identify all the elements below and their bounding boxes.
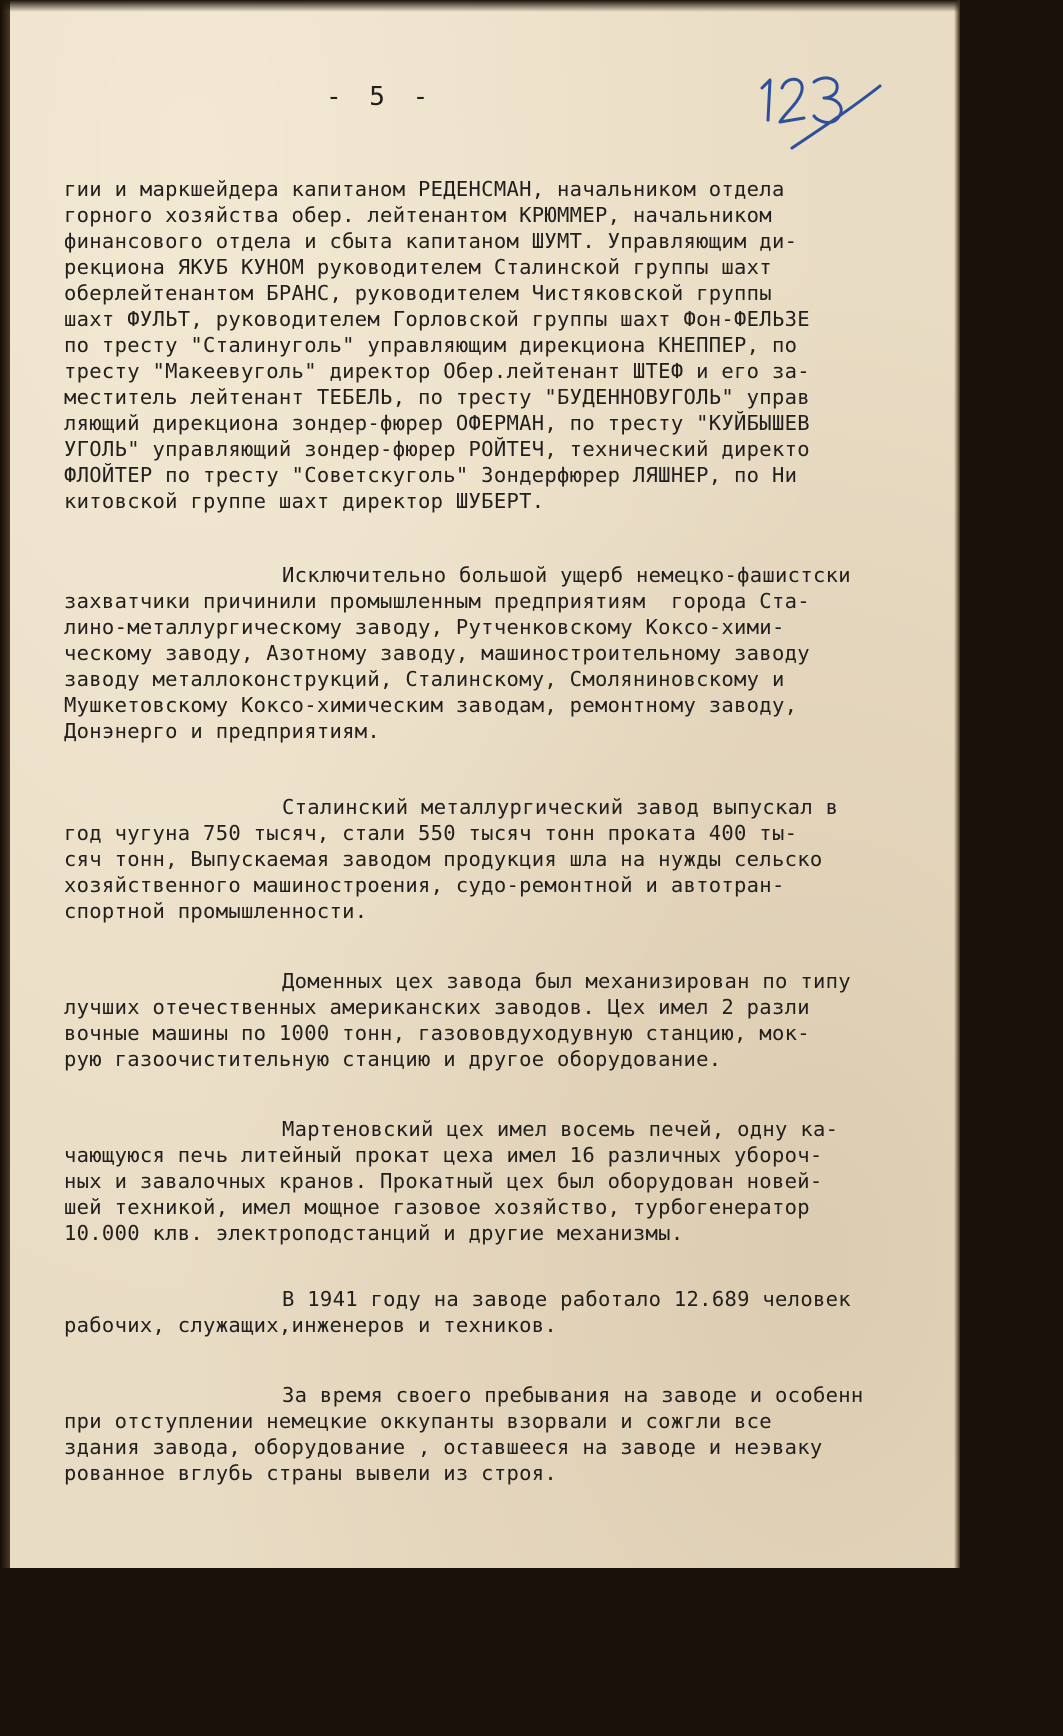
text-line: рабочих, служащих,инженеров и техников. [64, 1313, 558, 1337]
scan-edge-top [0, 0, 960, 12]
text-line: захватчики причинили промышленным предприятиям города Ста- [64, 589, 810, 613]
text-line: заводу металлоконструкций, Сталинскому, Смоляниновскому и [64, 667, 785, 691]
text-line: шей техникой, имел мощное газовое хозяйство, турбогенератор [64, 1195, 810, 1219]
text-line: лино-металлургическому заводу, Рутченковскому Коксо-хими- [64, 615, 785, 639]
text-line: 10.000 клв. электроподстанций и другие механизмы. [64, 1221, 684, 1245]
scan-edge-left [0, 0, 10, 1568]
text-line: лучших отечественных американских заводов. Цех имел 2 разли [64, 995, 810, 1019]
text-line: ных и завалочных кранов. Прокатный цех был оборудован новей- [64, 1169, 823, 1193]
text-line: Сталинский металлургический завод выпускал в [282, 795, 839, 819]
text-line: Донэнерго и предприятиям. [64, 719, 381, 743]
text-line: В 1941 году на заводе работало 12.689 человек [282, 1287, 851, 1311]
scan-edge-right [954, 0, 960, 1568]
text-line: УГОЛЬ" управляющий зондер-фюрер РОЙТЕЧ, технический директо [64, 437, 810, 461]
text-line: Доменных цех завода был механизирован по типу [282, 969, 851, 993]
text-line: горного хозяйства обер. лейтенантом КРЮММЕР, начальником [64, 203, 772, 227]
text-line: Исключительно большой ущерб немецко-фашистски [282, 563, 851, 587]
text-line: гии и маркшейдера капитаном РЕДЕНСМАН, начальником отдела [64, 177, 785, 201]
text-line: За время своего пребывания на заводе и особенн [282, 1383, 864, 1407]
text-line: шахт ФУЛЬТ, руководителем Горловской группы шахт Фон-ФЕЛЬЗЕ [64, 307, 810, 331]
text-line: ФЛОЙТЕР по тресту "Советскуголь" Зондерфюрер ЛЯШНЕР, по Ни [64, 463, 798, 487]
text-line: Мартеновский цех имел восемь печей, одну ка- [282, 1117, 839, 1141]
text-line: здания завода, оборудование , оставшееся на заводе и неэваку [64, 1435, 823, 1459]
text-line: чающуюся печь литейный прокат цеха имел 16 различных убороч- [64, 1143, 823, 1167]
text-line: вочные машины по 1000 тонн, газововдуходувную станцию, мок- [64, 1021, 810, 1045]
text-line: Мушкетовскому Коксо-химическим заводам, ремонтному заводу, [64, 693, 798, 717]
text-line: финансового отдела и сбыта капитаном ШУМТ. Управляющим ди- [64, 229, 798, 253]
text-line: по тресту "Сталинуголь" управляющим дирекциона КНЕППЕР, по [64, 333, 798, 357]
handwritten-folio-number [752, 58, 892, 168]
text-line: при отступлении немецкие оккупанты взорвали и сожгли все [64, 1409, 772, 1433]
text-line: китовской группе шахт директор ШУБЕРТ. [64, 489, 545, 513]
page-number: - 5 - [326, 82, 435, 112]
text-line: спортной промышленности. [64, 899, 368, 923]
text-line: оберлейтенантом БРАНС, руководителем Чистяковской группы [64, 281, 772, 305]
text-line: год чугуна 750 тысяч, стали 550 тысяч тонн проката 400 ты- [64, 821, 798, 845]
text-line: рованное вглубь страны вывели из строя. [64, 1461, 558, 1485]
text-line: сяч тонн, Выпускаемая заводом продукция шла на нужды сельско [64, 847, 823, 871]
text-line: рую газоочистительную станцию и другое оборудование. [64, 1047, 722, 1071]
text-line: рекциона ЯКУБ КУНОМ руководителем Сталинской группы шахт [64, 255, 772, 279]
text-line: тресту "Макеевуголь" директор Обер.лейтенант ШТЕФ и его за- [64, 359, 810, 383]
text-line: ляющий дирекциона зондер-фюрер ОФЕРМАН, по тресту "КУЙБЫШЕВ [64, 411, 810, 435]
text-line: ческому заводу, Азотному заводу, машиностроительному заводу [64, 641, 810, 665]
text-line: меститель лейтенант ТЕБЕЛЬ, по тресту "БУДЕННОВУГОЛЬ" управ [64, 385, 810, 409]
text-line: хозяйственного машиностроения, судо-ремонтной и автотран- [64, 873, 785, 897]
